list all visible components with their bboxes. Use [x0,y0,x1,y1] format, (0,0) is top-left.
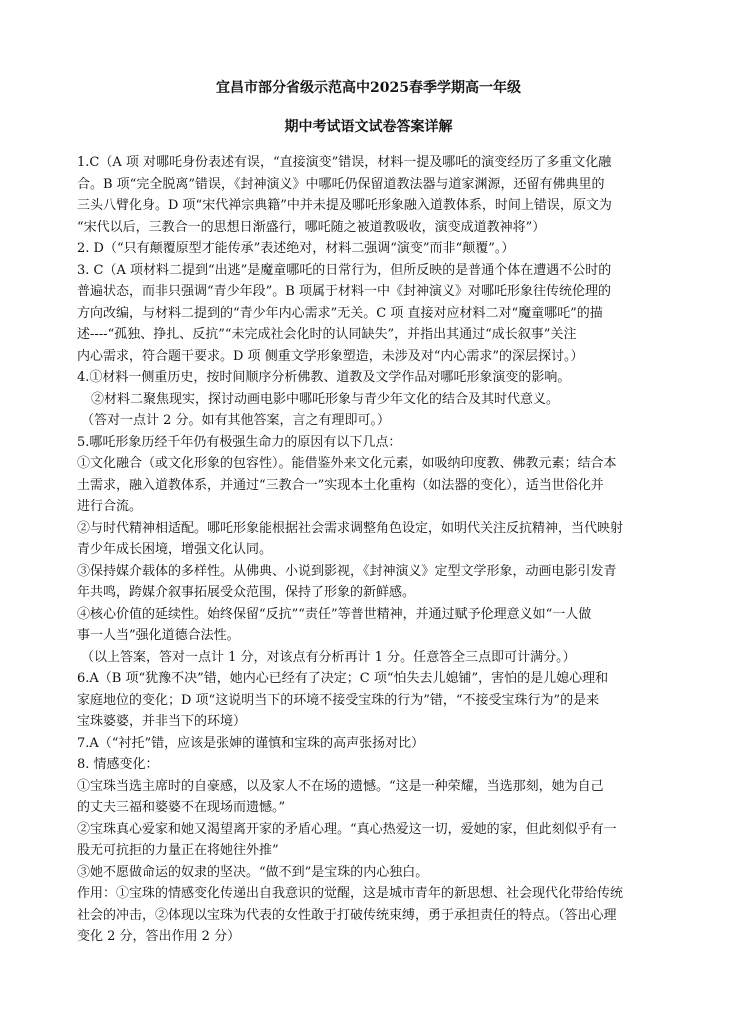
answer-body [77,152,677,948]
answer-5-line: 5.哪吒形象历经千年仍有极强生命力的原因有以下几点： [77,434,402,450]
answer-4-note: （答对一点计 2 分。如有其他答案，言之有理即可。） [81,413,391,428]
answer-5-line: 事一人当”强化道德合法性。 [77,628,240,643]
answer-5-line: 进行合流。 [77,499,143,514]
answer-8-line: 8. 情感变化： [77,757,159,772]
answer-1-line: “宋代以后，三教合一的思想日渐盛行，哪吒随之被道教吸收，演变成道教神将”） [77,219,546,235]
answer-7-line: 7.A（“衬托”错，应该是张婶的谨慎和宝珠的高声张扬对比） [77,735,425,751]
answer-5-line: ②与时代精神相适配。哪吒形象能根据社会需求调整角色设定，如明代关注反抗精神，当代映射 [77,520,624,536]
answer-8-line: ②宝珠真心爱家和她又渴望离开家的矛盾心理。“真心热爱这一切，爱她的家，但此刻似乎有一 [77,821,617,837]
answer-3-line: 3. C（A 项材料二提到“出逃”是魔童哪吒的日常行为，但所反映的是普通个体在遭遇不公时的 [77,262,612,278]
answer-6-line: 家庭地位的变化；D 项“这说明当下的环境不接受宝珠的行为”错，“不接受宝珠行为”的是来 [77,692,600,708]
answer-4-line: 4.①材料一侧重历史，按时间顺序分析佛教、道教及文学作品对哪吒形象演变的影响。 [77,370,571,385]
answer-6-line: 宝珠婆婆，并非当下的环境） [77,714,247,729]
answer-3-line: 述----“孤独、挣扎、反抗”“未完成社会化时的认同缺失”，并指出其通过“成长叙事”关注 [77,327,577,342]
answer-8-line: 的丈夫三福和婆婆不在现场而遗憾。” [77,800,286,815]
page-title: 宜昌市部分省级示范高中2025春季学期高一年级 [216,80,521,96]
answer-3-line: 内心需求，符合题干要求。D 项 侧重文学形象塑造，未涉及对“内心需求”的深层探讨。） [77,348,584,364]
answer-5-line: ③保持媒介载体的多样性。从佛典、小说到影视，《封神演义》定型文学形象，动画电影引发青 [77,563,617,579]
answer-4-line: ②材料二聚焦现实，探讨动画电影中哪吒形象与青少年文化的结合及其时代意义。 [91,391,560,407]
answer-8-line: ③她不愿做命运的奴隶的坚决。“做不到”是宝珠的内心独白。 [77,864,429,880]
answer-5-line: ①文化融合（或文化形象的包容性）。能借鉴外来文化元素，如吸纳印度教、佛教元素；结合本 [77,456,617,471]
answer-8-line: ①宝珠当选主席时的自豪感，以及家人不在场的遗憾。“这是一种荣耀，当选那刻，她为自己 [77,778,604,794]
answer-5-line: 青少年成长困境，增强文化认同。 [77,542,273,557]
answer-6-line: 6.A（B 项“犹豫不决”错，她内心已经有了决定；C 项“怕失去儿媳铺”，害怕的是儿媳心理和 [77,671,609,686]
answer-3-line: 普遍状态，而非只强调“青少年段”。B 项属于材料一中《封神演义》对哪吒形象往传统伦理的 [77,284,611,299]
answer-8-line: 股无可抗拒的力量正在将她往外推” [77,843,279,858]
answer-1-line: 1.C（A 项 对哪吒身份表述有误，“直接演变”错误，材料一提及哪吒的演变经历了多重文化融 [77,155,612,170]
answer-5-line: 土需求，融入道教体系，并通过“三教合一”实现本土化重构（如法器的变化），适当世俗化并 [77,477,604,493]
page-subtitle: 期中考试语文试卷答案详解 [284,119,453,135]
answer-1-line: 合。B 项“完全脱离”错误，《封神演义》中哪吒仍保留道教法器与道家渊源，还留有佛典里的 [77,176,605,192]
answer-8-line: 变化 2 分，答出作用 2 分） [77,929,241,944]
answer-8-line: 社会的冲击，②体现以宝珠为代表的女性敢于打破传统束缚，勇于承担责任的特点。（答出心理 [77,907,617,923]
answer-5-line: ④核心价值的延续性。始终保留“反抗”“责任”等普世精神，并通过赋予伦理意义如“一人做 [77,606,592,622]
answer-5-note: （以上答案，答对一点计 1 分，对该点有分析再计 1 分。任意答全三点即可计满分。） [81,649,576,665]
answer-5-line: 年共鸣，跨媒介叙事拓展受众范围，保持了形象的新鲜感。 [77,585,416,600]
answer-1-line: 三头八臂化身。D 项“宋代禅宗典籍”中并未提及哪吒形象融入道教体系，时间上错误，原文为 [77,198,612,213]
answer-8-line: 作用：①宝珠的情感变化传递出自我意识的觉醒，这是城市青年的新思想、社会现代化带给传统 [77,886,624,901]
answer-3-line: 方向改编，与材料二提到的“青少年内心需求”无关。C 项 直接对应材料二对“魔童哪吒”的描 [77,305,603,321]
answer-2-line: 2. D（“只有颠覆原型才能传承”表述绝对，材料二强调“演变”而非“颠覆”。） [77,241,515,256]
